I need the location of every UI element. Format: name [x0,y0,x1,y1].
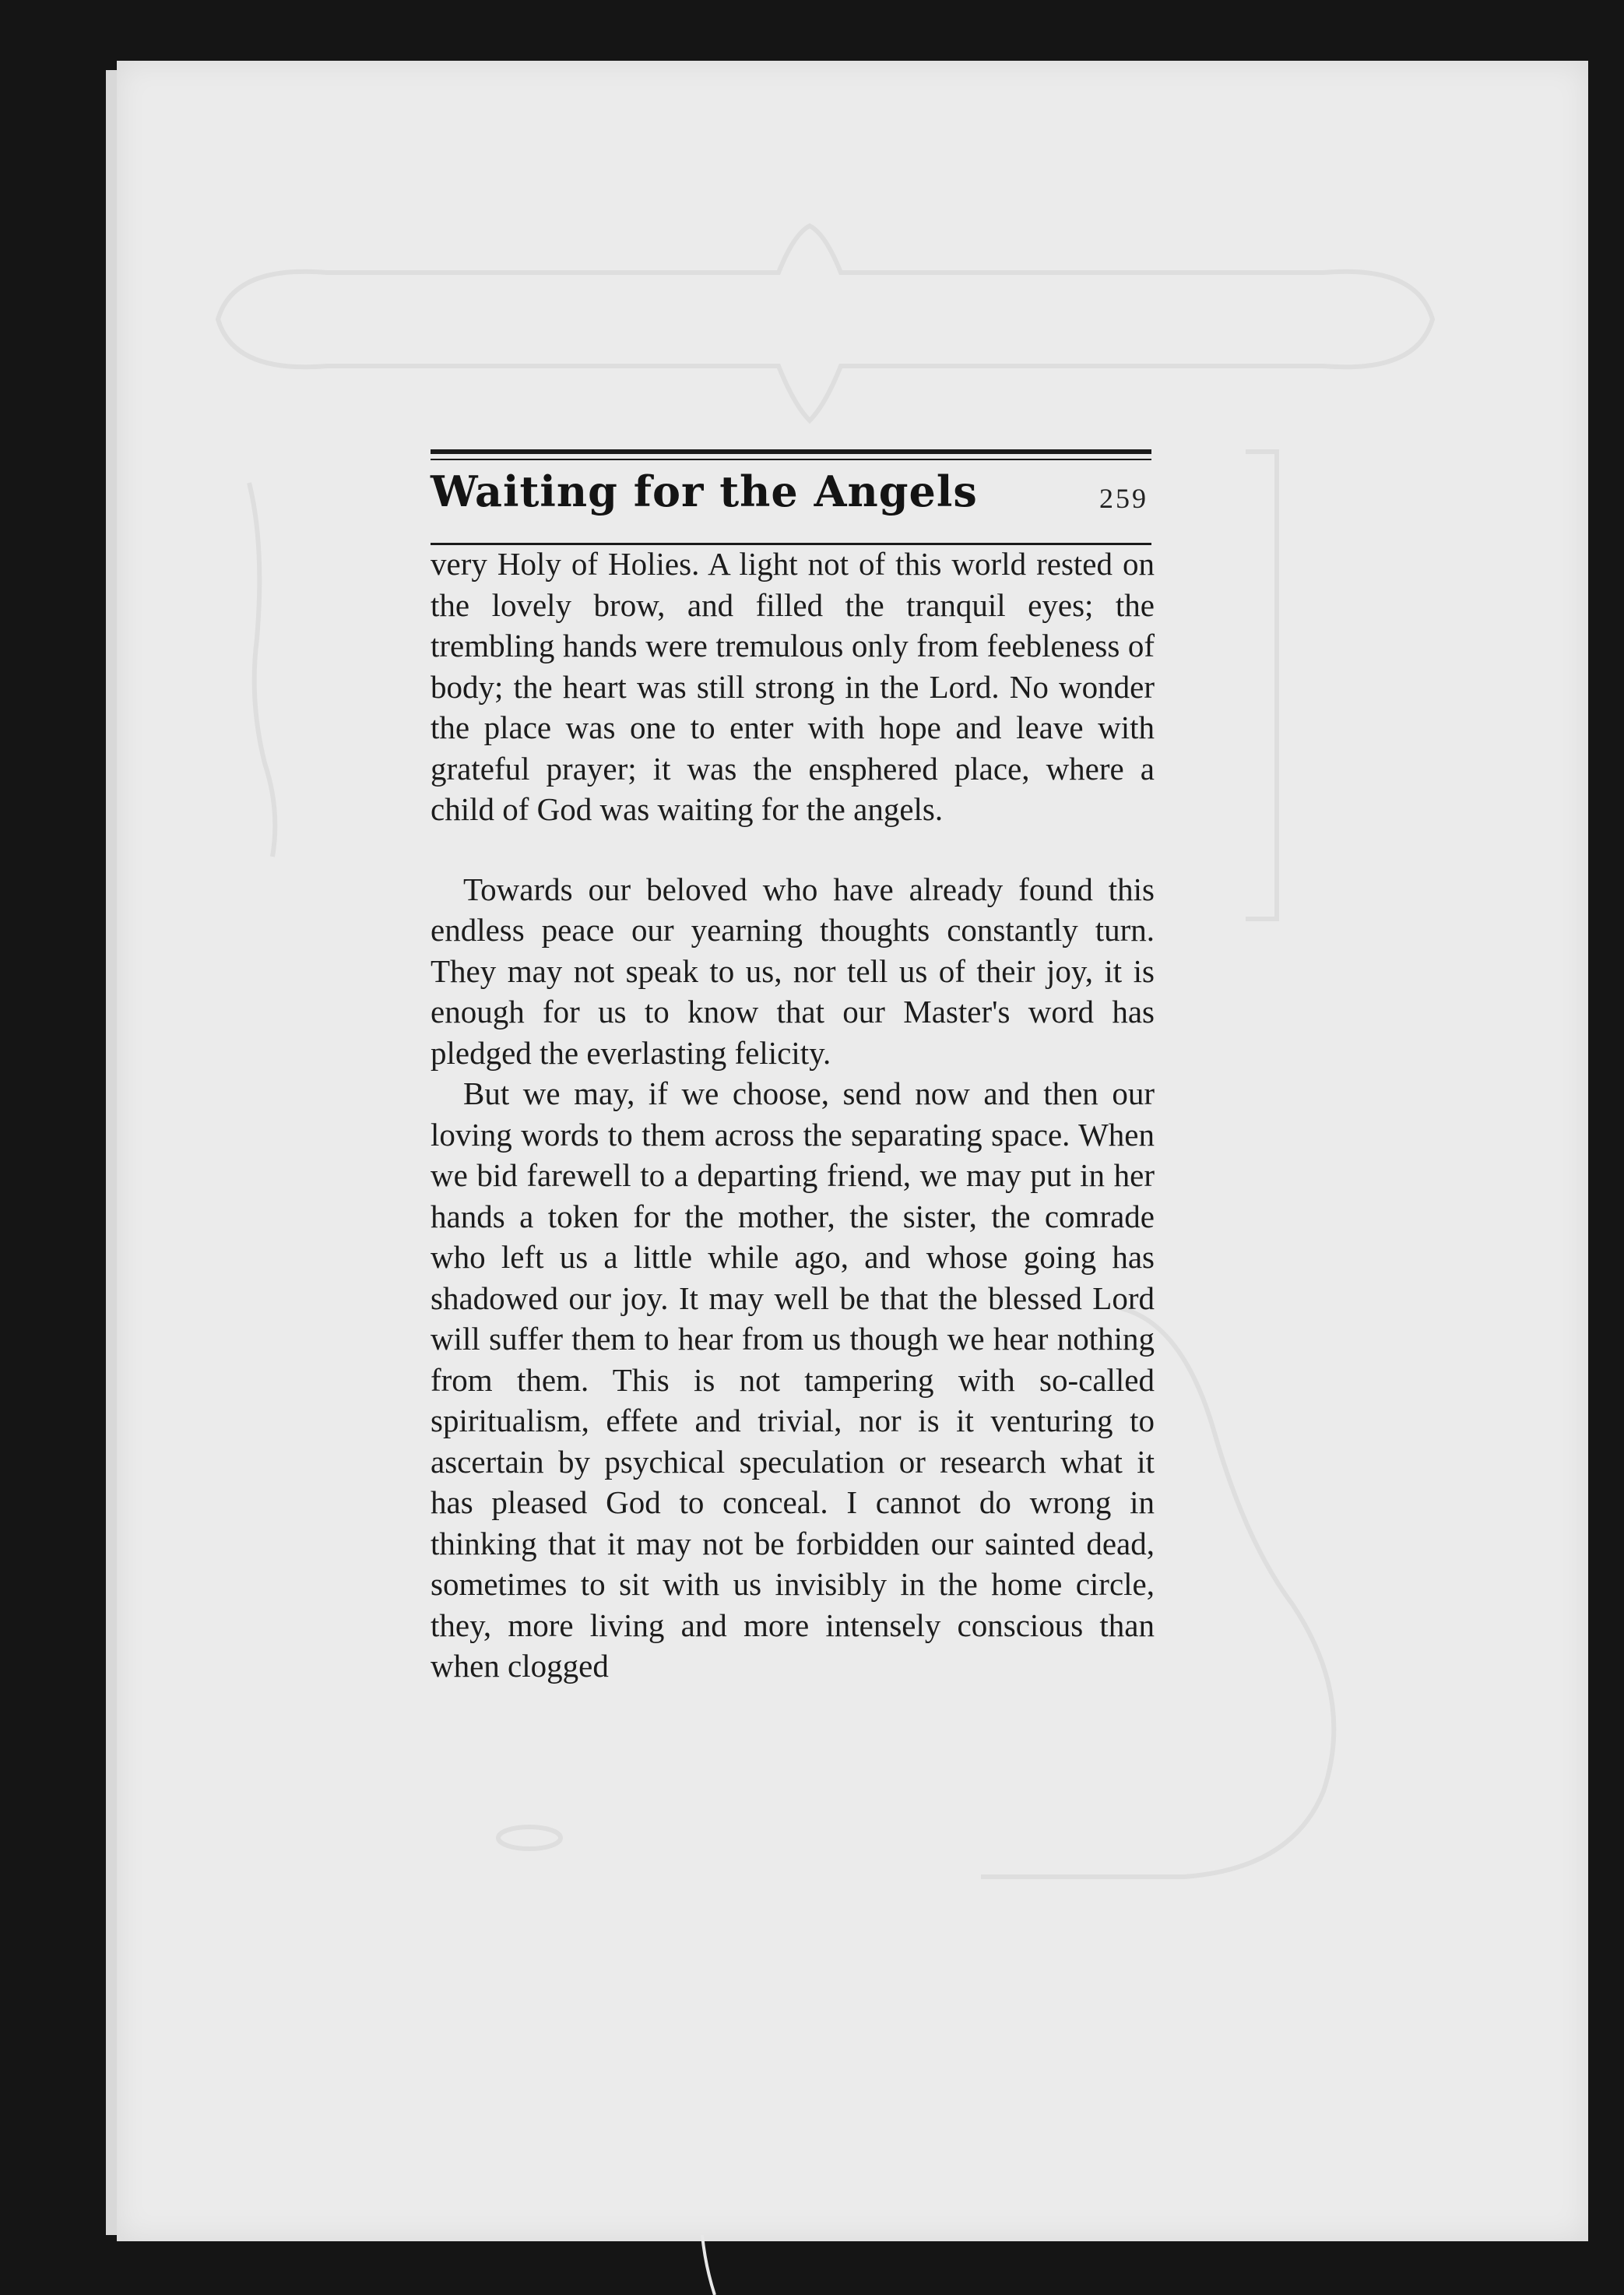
scan-artifact-mark [699,2235,718,2295]
paragraph-2: Towards our beloved who have already found this endless peace our yearning thoughts constantly turn. They may not speak to us, nor tell us of their joy, it is enough for us to know that our Master's word has pledged the everlasting felicity. [431,871,1155,1071]
running-title: Waiting for the Angels [431,466,978,516]
running-header [431,449,1151,552]
paragraph-3: But we may, if we choose, send now and then our loving words to them across the separating space. When we bid farewell to a departing friend, we may put in her hands a token for the mother, the sister, the comrade who left us a little while ago, and whose going has shadowed our joy. It may well be that the blessed Lord will suffer them to hear from us though we hear nothing from them. This is not tampering with so-called spiritualism, effete and trivial, nor is it venturing to ascertain by psychical speculation or research what it has pleased God to conceal. I cannot do wrong in thinking that it may not be forbidden our sainted dead, sometimes to sit with us invisibly in the home circle, they, more living and more intensely conscious than when clogged [431,1075,1155,1684]
paragraph-1: very Holy of Holies. A light not of this world rested on the lovely brow, and filled the tranquil eyes; the trembling hands were tremulous only from feebleness of body; the heart was still strong in the Lord. No wonder the place was one to enter with hope and leave with grateful prayer; it was the ensphered place, where a child of God was waiting for the angels. [431,546,1155,827]
body-text [431,544,1155,1687]
page-number: 259 [1099,483,1148,514]
header-rule-top-thin [431,459,1151,460]
header-rule-top-thick [431,449,1151,454]
